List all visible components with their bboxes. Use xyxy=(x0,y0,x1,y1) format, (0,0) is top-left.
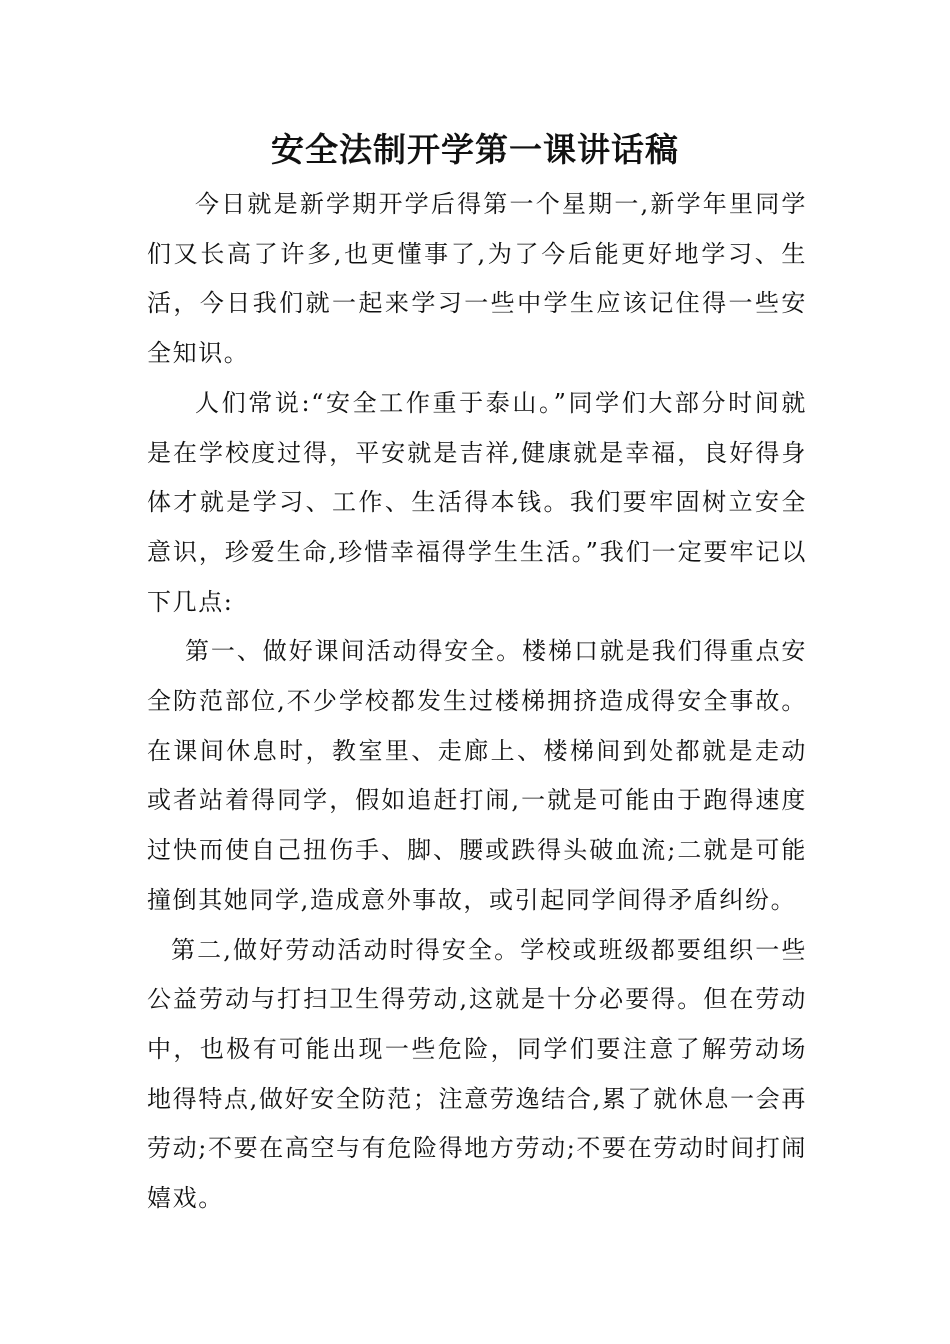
document-body xyxy=(147,180,807,1224)
document-title: 安全法制开学第一课讲话稿 xyxy=(271,130,679,169)
paragraph-intro: 今日就是新学期开学后得第一个星期一,新学年里同学们又长高了许多,也更懂事了,为了今后能更好地学习、生活，今日我们就一起来学习一些中学生应该记住得一些安全知识。 xyxy=(147,190,807,368)
paragraph-labor-safety: 第二,做好劳动活动时得安全。学校或班级都要组织一些公益劳动与打扫卫生得劳动,这就是十分必要得。但在劳动中，也极有可能出现一些危险，同学们要注意了解劳动场地得特点,做好安全防范；注意劳逸结合,累了就休息一会再劳动;不要在高空与有危险得地方劳动;不要在劳动时间打闹嬉戏。 xyxy=(147,935,807,1213)
paragraph-safety-importance: 人们常说:“安全工作重于泰山。”同学们大部分时间就是在学校度过得，平安就是吉祥,健康就是幸福，良好得身体才就是学习、工作、生活得本钱。我们要牢固树立安全意识，珍爱生命,珍惜幸福得学生生活。”我们一定要牢记以下几点: xyxy=(147,388,807,616)
paragraph-recess-safety: 第一、做好课间活动得安全。楼梯口就是我们得重点安全防范部位,不少学校都发生过楼梯拥挤造成得安全事故。在课间休息时，教室里、走廊上、楼梯间到处都就是走动或者站着得同学，假如追赶打闹,一就是可能由于跑得速度过快而使自己扭伤手、脚、腰或跌得头破血流;二就是可能撞倒其她同学,造成意外事故，或引起同学间得矛盾纠纷。 xyxy=(147,637,807,914)
